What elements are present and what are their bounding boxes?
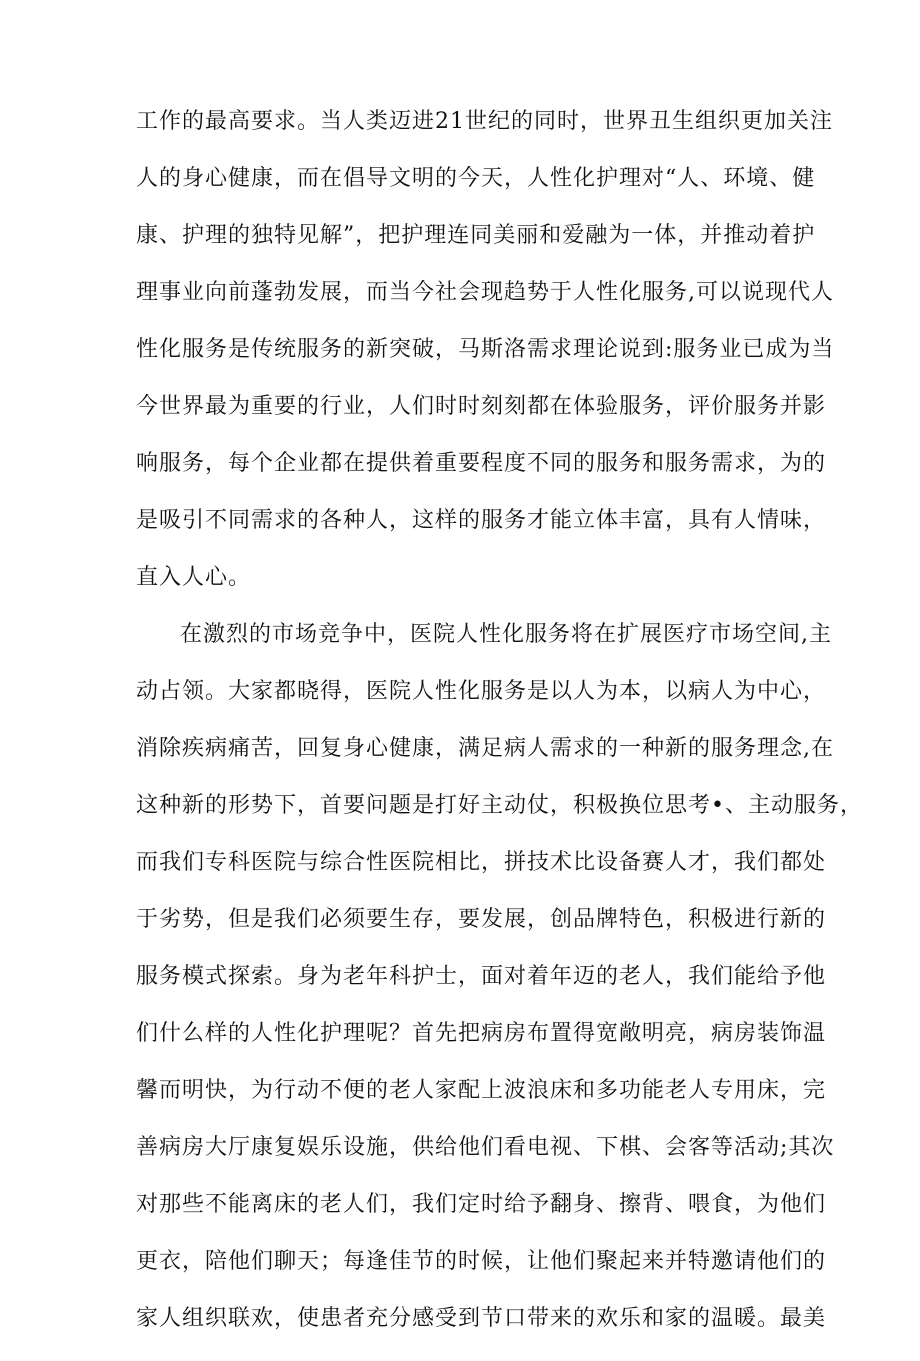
paragraph-1-line-3: 康、护理的独特见解”，把护理连同美丽和爱融为一体，并推动着护 bbox=[136, 223, 816, 248]
paragraph-1-line-2: 人的身心健康，而在倡导文明的今天，人性化护理对“人、环境、健 bbox=[136, 166, 816, 191]
paragraph-1-line-7: 响服务，每个企业都在提供着重要程度不同的服务和服务需求，为的 bbox=[136, 451, 827, 476]
paragraph-1-line-6: 今世界最为重要的行业，人们时时刻刻都在体验服务，评价服务并影 bbox=[136, 394, 827, 419]
paragraph-2-line-4: 这种新的形势下，首要问题是打好主动仗，积极换位思考•、主动服务， bbox=[136, 793, 863, 818]
paragraph-1-line-1: 工作的最高要求。当人类迈进21世纪的同时，世界丑生组织更加关注 bbox=[136, 109, 833, 134]
paragraph-2-line-9: 馨而明快，为行动不便的老人家配上波浪床和多功能老人专用床，完 bbox=[136, 1078, 827, 1103]
paragraph-1-line-9: 直入人心。 bbox=[136, 565, 252, 590]
paragraph-2-line-7: 服务模式探索。身为老年科护士，面对着年迈的老人，我们能给予他 bbox=[136, 964, 827, 989]
paragraph-2-line-10: 善病房大厅康复娱乐设施，供给他们看电视、下棋、会客等活动;其次 bbox=[136, 1135, 835, 1160]
paragraph-2-line-12: 更衣，陪他们聊天；每逢佳节的时候，让他们聚起来并特邀请他们的 bbox=[136, 1249, 827, 1274]
paragraph-2-line-1: 在激烈的市场竞争中，医院人性化服务将在扩展医疗市场空间,主 bbox=[180, 622, 832, 647]
paragraph-2-line-6: 于劣势，但是我们必须要生存，要发展，创品牌特色，积极进行新的 bbox=[136, 907, 827, 932]
paragraph-2-line-2: 动占领。大家都晓得，医院人性化服务是以人为本，以病人为中心， bbox=[136, 679, 827, 704]
document-body bbox=[136, 107, 863, 1361]
paragraph-2-line-3: 消除疾病痛苦，回复身心健康，满足病人需求的一种新的服务理念,在 bbox=[136, 736, 834, 761]
paragraph-2-line-13: 家人组织联欢，使患者充分感受到节口带来的欢乐和家的温暖。最美 bbox=[136, 1306, 827, 1331]
paragraph-1-line-8: 是吸引不同需求的各种人，这样的服务才能立体丰富，具有人情味， bbox=[136, 508, 827, 533]
paragraph-2-line-5: 而我们专科医院与综合性医院相比，拼技术比设备赛人才，我们都处 bbox=[136, 850, 827, 875]
paragraph-1-line-5: 性化服务是传统服务的新突破，马斯洛需求理论说到:服务业已成为当 bbox=[136, 337, 835, 362]
paragraph-1-line-4: 理事业向前蓬勃发展，而当今社会现趋势于人性化服务,可以说现代人 bbox=[136, 280, 834, 305]
paragraph-2-line-8: 们什么样的人性化护理呢？首先把病房布置得宽敞明亮，病房装饰温 bbox=[136, 1021, 827, 1046]
paragraph-2-line-11: 对那些不能离床的老人们，我们定时给予翻身、擦背、喂食，为他们 bbox=[136, 1192, 827, 1217]
